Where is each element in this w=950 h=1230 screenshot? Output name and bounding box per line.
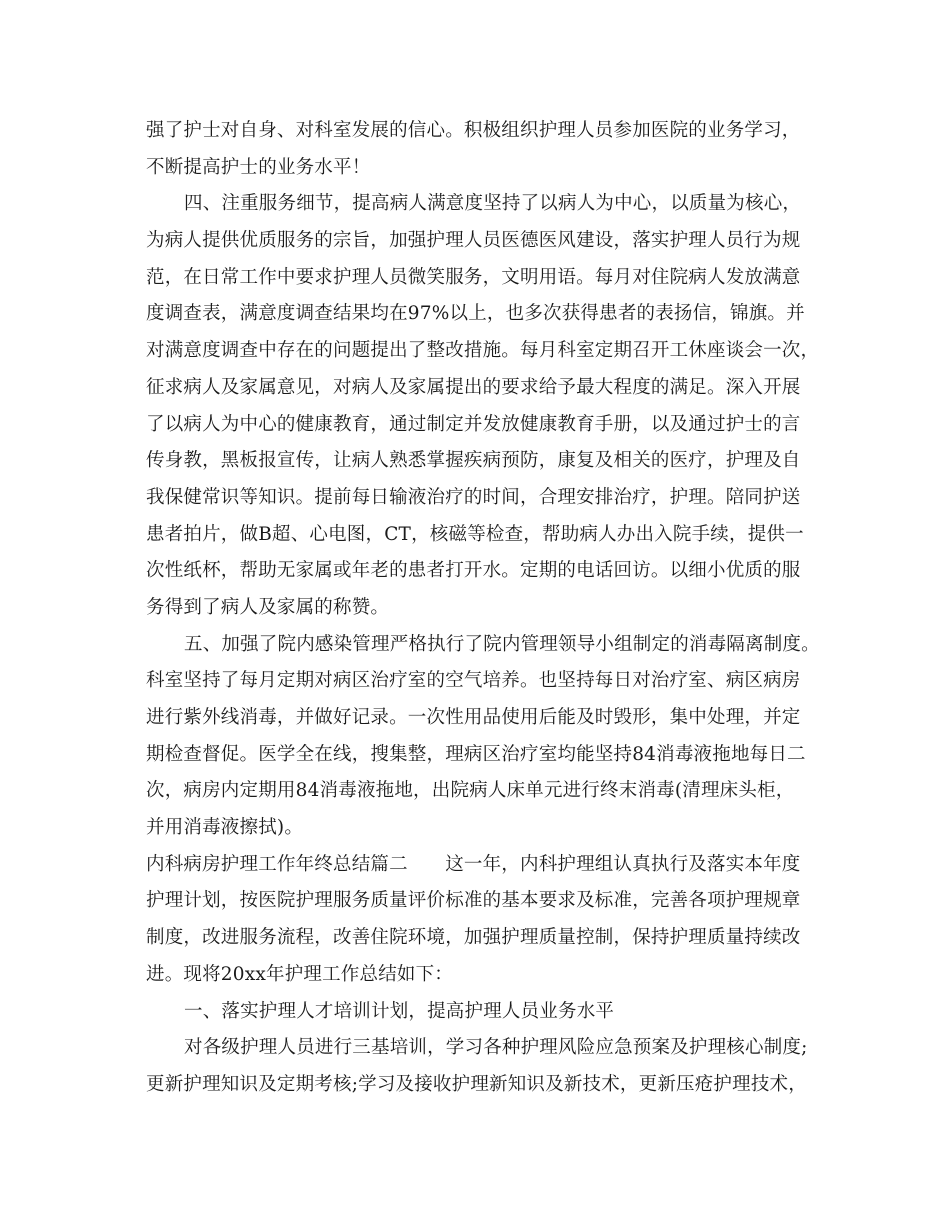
text-line: 进行紫外线消毒，并做好记录。一次性用品使用后能及时毁形，集中处理，并定 <box>146 707 801 728</box>
text-line: 更新护理知识及定期考核;学习及接收护理新知识及新技术，更新压疮护理技术， <box>146 1073 807 1095</box>
text-line: 了以病人为中心的健康教育，通过制定并发放健康教育手册，以及通过护士的言 <box>146 413 801 435</box>
text-line: 务得到了病人及家属的称赞。 <box>146 596 390 618</box>
text-line: 护理计划，按医院护理服务质量评价标准的基本要求及标准，完善各项护理规章 <box>146 890 801 912</box>
text-line: 不断提高护士的业务水平！ <box>146 156 371 178</box>
text-line: 内科病房护理工作年终总结篇二 这一年，内科护理组认真执行及落实本年度 <box>146 853 801 875</box>
text-line: 期检查督促。医学全在线，搜集整，理病区治疗室均能坚持84消毒液拖地每日二 <box>146 743 806 765</box>
text-line: 征求病人及家属意见，对病人及家属提出的要求给予最大程度的满足。深入开展 <box>146 376 801 398</box>
text-line: 一、落实护理人才培训计划，提高护理人员业务水平 <box>184 1000 615 1022</box>
text-line: 强了护士对自身、对科室发展的信心。积极组织护理人员参加医院的业务学习， <box>146 120 801 141</box>
text-line: 为病人提供优质服务的宗旨，加强护理人员医德医风建设，落实护理人员行为规 <box>146 230 801 252</box>
text-line: 四、注重服务细节，提高病人满意度坚持了以病人为中心，以质量为核心， <box>184 193 802 215</box>
text-line: 我保健常识等知识。提前每日输液治疗的时间，合理安排治疗，护理。陪同护送 <box>146 486 801 508</box>
text-line: 五、加强了院内感染管理严格执行了院内管理领导小组制定的消毒隔离制度。 <box>184 633 820 655</box>
text-line: 并用消毒液擦拭)。 <box>146 817 304 839</box>
text-line: 制度，改进服务流程，改善住院环境，加强护理质量控制，保持护理质量持续改 <box>146 927 801 949</box>
text-line: 范，在日常工作中要求护理人员微笑服务，文明用语。每月对住院病人发放满意 <box>146 266 801 288</box>
text-line: 次，病房内定期用84消毒液拖地，出院病人床单元进行终末消毒(清理床头柜， <box>146 780 795 802</box>
text-line: 进。现将20xx年护理工作总结如下： <box>146 963 454 985</box>
text-line: 传身教，黑板报宣传，让病人熟悉掌握疾病预防，康复及相关的医疗，护理及自 <box>146 450 801 472</box>
text-line: 患者拍片，做B超、心电图，CT，核磁等检查，帮助病人办出入院手续，提供一 <box>146 523 804 545</box>
text-line: 次性纸杯，帮助无家属或年老的患者打开水。定期的电话回访。以细小优质的服 <box>146 560 801 582</box>
text-line: 对满意度调查中存在的问题提出了整改措施。每月科室定期召开工休座谈会一次， <box>146 340 820 362</box>
document-body <box>146 113 820 1104</box>
text-line: 科室坚持了每月定期对病区治疗室的空气培养。也坚持每日对治疗室、病区病房 <box>146 670 801 692</box>
text-line: 度调查表，满意度调查结果均在97%以上，也多次获得患者的表扬信，锦旗。并 <box>146 303 805 325</box>
text-line: 对各级护理人员进行三基培训，学习各种护理风险应急预案及护理核心制度; <box>184 1037 808 1059</box>
